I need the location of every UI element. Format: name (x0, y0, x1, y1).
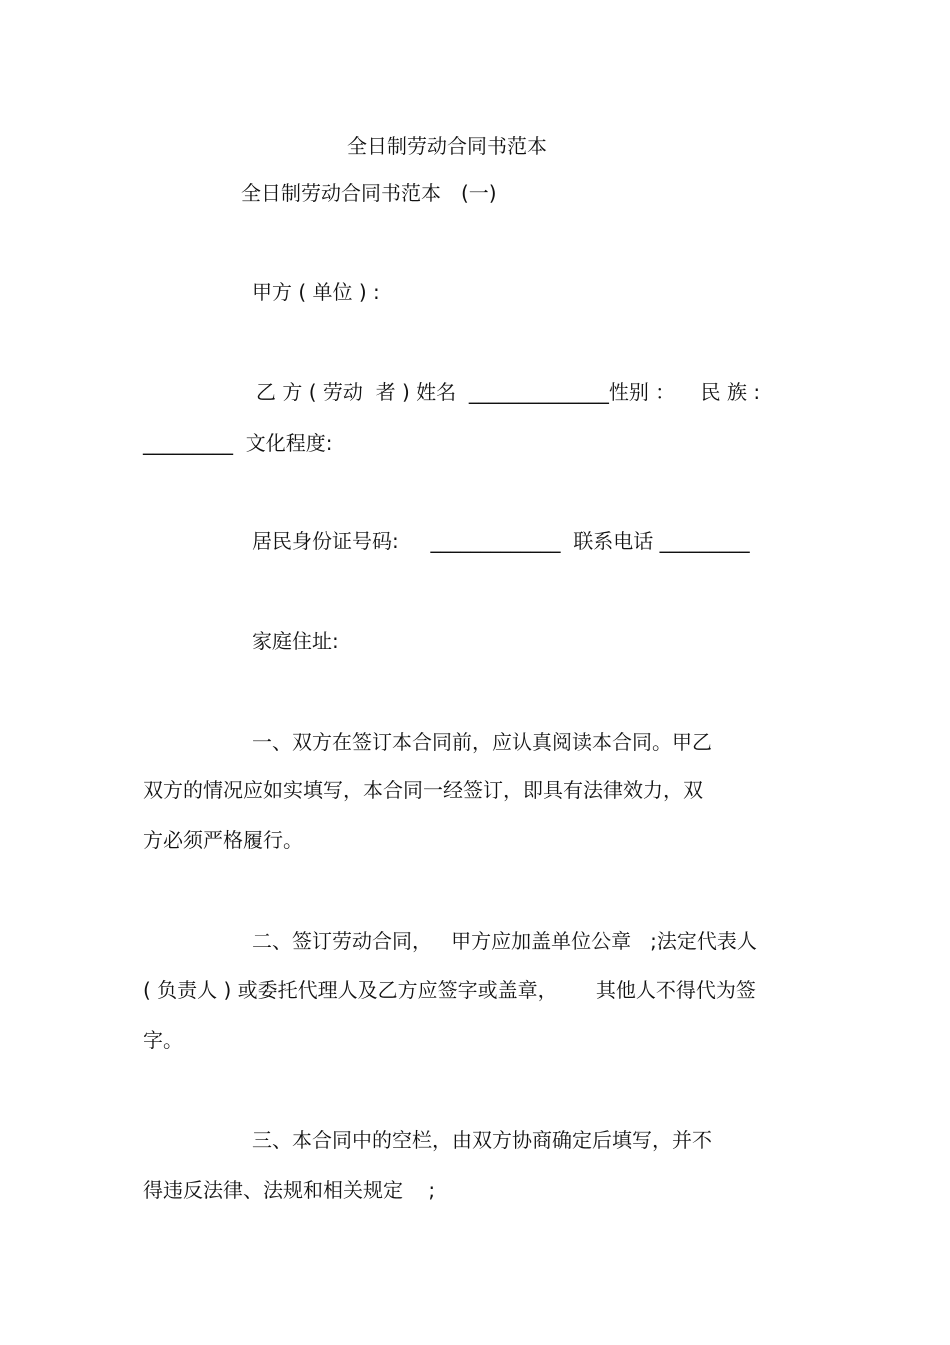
clause-1-line-1: 一、双方在签订本合同前，应认真阅读本合同。甲乙 (252, 730, 712, 754)
clause-1-line-3: 方必须严格履行。 (143, 828, 303, 852)
party-a-label: 甲方 ( 单位 ) : (252, 280, 380, 304)
party-b-line-1: 乙 方 ( 劳动 者 ) 姓名 ______________性别 ： 民 族 : (256, 380, 761, 404)
document-subtitle: 全日制劳动合同书范本 (一) (241, 181, 497, 205)
id-phone-line: 居民身份证号码: _____________ 联系电话 _________ (252, 529, 750, 553)
clause-2-line-2: ( 负责人 ) 或委托代理人及乙方应签字或盖章， 其他人不得代为签 (143, 978, 756, 1002)
party-b-line-2: _________ 文化程度: (143, 431, 333, 455)
clause-2-line-1: 二、签订劳动合同， 甲方应加盖单位公章 ;法定代表人 (252, 929, 757, 953)
clause-2-line-3: 字。 (143, 1028, 183, 1052)
clause-3-line-2: 得违反法律、法规和相关规定 ; (143, 1178, 436, 1202)
clause-1-line-2: 双方的情况应如实填写，本合同一经签订，即具有法律效力，双 (143, 778, 703, 802)
document-title: 全日制劳动合同书范本 (347, 134, 547, 158)
home-address-label: 家庭住址: (252, 629, 339, 653)
clause-3-line-1: 三、本合同中的空栏，由双方协商确定后填写，并不 (252, 1128, 712, 1152)
